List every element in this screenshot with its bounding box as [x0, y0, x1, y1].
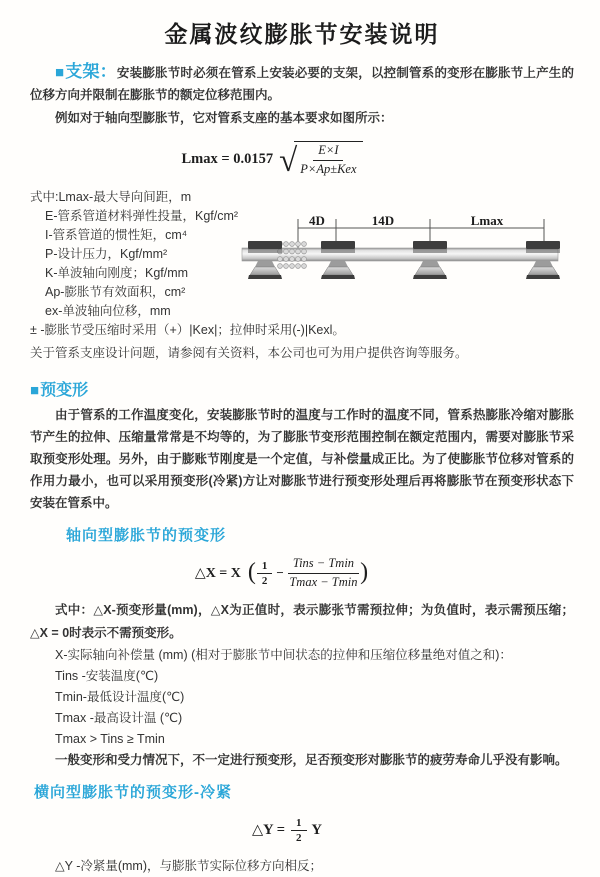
- variable-line: I-管系管道的惯性矩，cm⁴: [45, 228, 188, 242]
- variable-line: K-单波轴向刚度；Kgf/mm: [45, 266, 189, 280]
- open-paren: (: [247, 558, 256, 585]
- variable-line: 式中:Lmax-最大导向间距，m: [30, 190, 192, 204]
- support-example-line: 例如对于轴向型膨胀节，它对管系支座的基本要求如图所示：: [55, 111, 393, 125]
- axial-detail-line: 一般变形和受力情况下，不一定进行预变形，足否预变形对膨胀节的疲劳寿命儿乎没有影响。: [55, 753, 568, 767]
- variable-line: E-管系管道材料弹性投量，Kgf/cm²: [45, 209, 239, 223]
- variable-line: ± -膨胀节受压缩时采用（+）|Kex|；拉伸时采用(-)|Kexl。: [30, 323, 345, 337]
- half-numerator: 1: [257, 560, 273, 574]
- support-section-label: 支架：: [65, 62, 117, 81]
- lmax-formula-denominator: P×Ap±Kex: [300, 161, 357, 176]
- axial-formula-lhs: △X = X: [194, 565, 241, 581]
- section-marker-icon: ■: [30, 382, 40, 399]
- document-title: 金属波纹膨胀节安装说明: [164, 21, 440, 47]
- minus-sign: −: [276, 565, 284, 580]
- half-denominator: 2: [296, 831, 302, 844]
- axial-detail-line: Tmin-最低设计温度(℃): [55, 690, 185, 704]
- variable-line: Ap-膨胀节有效面积，cm²: [45, 285, 186, 299]
- lateral-detail-line: △Y -冷紧量(mm)，与膨胀节实际位移方向相反；: [55, 859, 323, 873]
- lmax-formula-numerator: E×I: [313, 143, 343, 161]
- variable-line: ex-单波轴向位移，mm: [45, 304, 171, 318]
- axial-detail-line: Tmax > Tins ≥ Tmin: [55, 732, 165, 746]
- radical-sign: √: [279, 142, 298, 179]
- lateral-preform-formula: [30, 812, 544, 848]
- variable-line: P-设计压力，Kgf/mm²: [45, 247, 168, 261]
- dimension-label-lmax: Lmax: [470, 215, 504, 228]
- axial-subsection-heading: 轴向型膨胀节的预变形: [66, 527, 227, 544]
- lateral-formula-lhs: △Y =: [252, 822, 285, 838]
- support-intro-text: 安装膨胀节时必须在管系上安装必要的支架，以控制管系的变形在膨胀节上产生的位移方向并限制在膨胀节的额定位移范围内。: [30, 66, 574, 102]
- preform-heading-text: 预变形: [40, 382, 89, 399]
- lateral-formula-rhs: Y: [311, 821, 322, 838]
- lmax-formula-lhs: Lmax = 0.0157: [181, 150, 274, 167]
- one-half-fraction: [257, 560, 273, 587]
- close-paren: ): [360, 558, 369, 585]
- temp-numerator: Tins − Tmin: [288, 556, 359, 574]
- pipe-support-diagram: [240, 215, 600, 315]
- legend-and-diagram-zone: [30, 188, 574, 340]
- preform-paragraph: 由于管系的工作温度变化，安装膨胀节时的温度与工作时的温度不同，管系热膨胀冷缩对膨胀节产生的拉伸、压缩量常常是不均等的，为了膨胀节变形范围控制在额定范围内，需要对膨胀节采取预变形处理。另外，由于膨账节刚度是一个定值，与补偿量成正比。为了使膨胀节位移对管系的作用力最小，也可以采用预变形(冷紧)方让对膨胀节进行预变形处理后再将膨胀节在预变形状态下安装在管系中。: [30, 408, 574, 510]
- axial-detail-line: X-实际轴向补偿量 (mm) (相对于膨胀节中间状态的拉伸和压缩位移量绝对值之和)：: [55, 648, 512, 662]
- dimension-label-14d: 14D: [371, 215, 395, 228]
- axial-preform-formula: [30, 553, 534, 593]
- section-marker-icon: ■: [55, 64, 65, 81]
- half-denominator: 2: [261, 574, 268, 587]
- lateral-subsection-heading: 横向型膨胀节的预变形-冷紧: [34, 784, 232, 801]
- sqrt-expression: [279, 141, 362, 177]
- axial-detail-line: Tmax -最高设计温 (℃): [55, 711, 183, 725]
- lmax-formula: [30, 138, 514, 180]
- temperature-fraction: [288, 556, 359, 590]
- support-note-line: 关于管系支座设计问题，请参阅有关资料，本公司也可为用户提供咨询等服务。: [30, 346, 468, 360]
- preform-section-heading: [30, 377, 574, 400]
- half-numerator: 1: [291, 817, 307, 831]
- axial-formula-explanation: 式中：△X-预变形量(mm)，△X为正值时，表示膨张节需预拉伸；为负值时，表示需预压缩；△X = 0时表示不需预变形。: [30, 603, 574, 640]
- support-paragraph: [30, 61, 574, 106]
- temp-denominator: Tmax − Tmin: [289, 574, 358, 589]
- one-half-fraction: [291, 817, 307, 844]
- axial-detail-line: Tins -安装温度(℃): [55, 669, 159, 683]
- dimension-label-4d: 4D: [309, 215, 325, 228]
